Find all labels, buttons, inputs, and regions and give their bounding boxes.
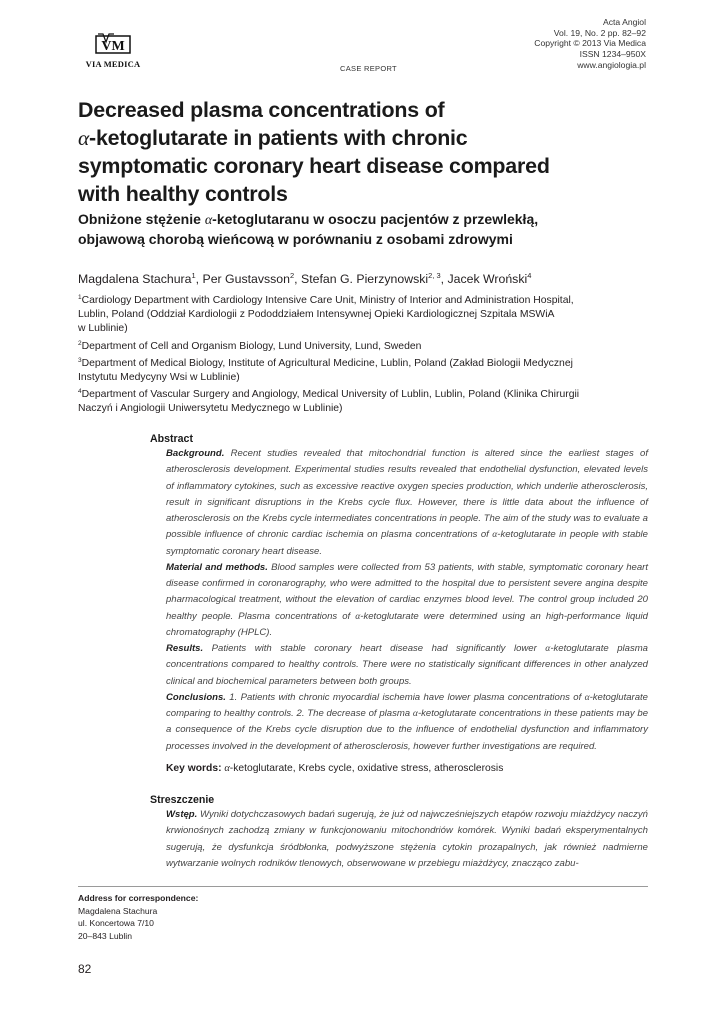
affiliation-item: $^2$Department of Cell and Organism Biology, Lund University, Lund, Sweden xyxy=(78,339,422,352)
journal-website[interactable]: www.angiologia.pl xyxy=(577,59,646,70)
article-type-label: CASE REPORT xyxy=(340,64,397,73)
streszczenie-section xyxy=(150,794,648,872)
logo-letters: VM xyxy=(101,39,125,54)
affiliation-item: $^3$Department of Medical Biology, Institute of Agricultural Medicine, Lublin, Poland (Zakład Biologii Medycznej Instytutu Medycyny Wsi w Lublinie) xyxy=(78,356,573,384)
author-name: Stefan G. Pierzynowski xyxy=(301,272,429,286)
abstract-methods: Material and methods. Blood samples were collected from 53 patients, with stable, symptomatic coronary heart disease confirmed in coronarography, who were admitted to the hospital due to persistent severe angina despite pharmacological treatment, without the elevation of cardiac enzymes blood level. The control group included 20 healthy people. Plasma concentrations of α-ketoglutarate were determined using an high-performance liquid chromatography (HPLC). xyxy=(166,561,648,638)
abstract-section xyxy=(150,433,648,774)
alpha-symbol: α xyxy=(204,213,213,228)
abstract-results: Results. Patients with stable coronary heart disease had significantly lower α-ketoglutarate plasma concentrations compared to healthy controls. There were no statistically significant differences in other analyzed clinical and biochemical parameters between both groups. xyxy=(166,643,648,687)
alpha-symbol: α xyxy=(78,126,90,150)
journal-issn: ISSN 1234–950X xyxy=(579,49,646,60)
journal-volume: Vol. 19, No. 2 pp. 82–92 xyxy=(553,27,646,38)
alpha-symbol: α xyxy=(492,529,498,541)
abstract-background: Background. Recent studies revealed that mitochondrial function is altered since the earliest stages of atherosclerosis development. Experimental studies results revealed that endothelial dysfunction, elevated levels of inflammatory cytokines, such as excessive reactive oxygen species production, which underlie atherosclerosis, result in significant disruptions in the Krebs cycle flux. However, there is little data about the influence of atherosclerosis on the Krebs cycle intermediates concentrations in people. The aim of the study was to evaluate a possible influence of chronic cardiac ischemia on plasma concentrations of α-ketoglutarate in people with stable symptomatic coronary heart disease. xyxy=(166,448,648,557)
keywords-label: Key words: xyxy=(166,762,222,774)
subtitle-line-2: objawową chorobą wieńcową w porównaniu z osobami zdrowymi xyxy=(78,231,513,247)
journal-name: Acta Angiol xyxy=(603,17,646,27)
article-subtitle-polish xyxy=(78,210,638,248)
abstract-conclusions: Conclusions. 1. Patients with chronic myocardial ischemia have lower plasma concentrations of α-ketoglutarate comparing to healthy controls. 2. The decrease of plasma α-ketoglutarate concentrations in these patients may be a consequence of the Krebs cycle disruption due to the influence of endothelial dysfunction and inflammatory processes involved in the development of atherosclerosis, however further investigations are required. xyxy=(166,691,649,752)
affiliation-list xyxy=(78,291,658,417)
correspondence-heading: Address for correspondence: xyxy=(78,893,199,903)
title-line-2: α-ketoglutarate in patients with chronic xyxy=(78,126,468,150)
alpha-symbol: α xyxy=(412,708,418,719)
publisher-logo xyxy=(78,33,148,69)
alpha-symbol: α xyxy=(224,762,230,774)
affiliation-item: $^1$Cardiology Department with Cardiology Intensive Care Unit, Ministry of Interior and Administration Hospital, Lublin, Poland (Oddział Kardiologii z Pododdziałem Intensywnej Opieki Kardiologicznej Szpitala MSWiA w Lublinie) xyxy=(78,294,574,335)
title-line-4: with healthy controls xyxy=(78,182,288,206)
title-line-3: symptomatic coronary heart disease compared xyxy=(78,154,550,178)
via-medica-logo-icon xyxy=(95,33,131,55)
author-name: Magdalena Stachura xyxy=(78,272,192,286)
author-affiliation-ref: 1 xyxy=(191,271,196,280)
author-name: Jacek Wroński xyxy=(447,272,528,286)
keywords-text: -ketoglutarate, Krebs cycle, oxidative stress, atherosclerosis xyxy=(229,762,504,774)
author-name: Per Gustavsson xyxy=(202,272,290,286)
alpha-symbol: α xyxy=(584,691,590,703)
correspondence-address xyxy=(78,892,198,942)
journal-copyright: Copyright © 2013 Via Medica xyxy=(534,38,646,49)
author-list: Magdalena Stachura$^1$, Per Gustavsson$^2$, Stefan G. Pierzynowski$^{2, 3}$, Jacek Wroński$^4$ xyxy=(78,271,532,286)
author-affiliation-ref: 2, 3 xyxy=(428,271,441,280)
keywords xyxy=(166,763,648,774)
alpha-symbol: α xyxy=(355,610,361,622)
page-number: 82 xyxy=(78,962,92,976)
publisher-name: VIA MEDICA xyxy=(85,59,141,69)
subtitle-line-1: Obniżone stężenie α-ketoglutaranu w osoczu pacjentów z przewlekłą, xyxy=(78,211,539,228)
affiliation-item: $^4$Department of Vascular Surgery and Angiology, Medical University of Lublin, Lublin, Poland (Klinika Chirurgii Naczyń i Angiologii Uniwersytetu Medycznego w Lublinie) xyxy=(78,388,580,415)
article-title xyxy=(78,96,638,208)
journal-info xyxy=(534,17,646,71)
title-line-1: Decreased plasma concentrations of xyxy=(78,98,445,122)
streszczenie-heading: Streszczenie xyxy=(150,794,215,806)
footnote-divider xyxy=(78,886,648,887)
abstract-heading: Abstract xyxy=(150,433,193,445)
author-affiliation-ref: 2 xyxy=(289,271,295,280)
correspondence-line: 20–843 Lublin xyxy=(78,930,133,941)
correspondence-line: Magdalena Stachura xyxy=(78,905,158,916)
alpha-symbol: α xyxy=(545,643,551,654)
streszczenie-intro: Wstęp. Wyniki dotychczasowych badań sugerują, że już od najwcześniejszych etapów rozwoju miażdżycy naczyń krwionośnych zachodzą zmiany w funkcjonowaniu mitochondriów komórek. Wyniki badań eksperymentalnych sugerują, że dysfunkcja śródbłonka, podwyższone stężenia cytokin prozapalnych, jak również nadmierne wytwarzanie wolnych rodników tlenowych, obserwowane w przebiegu miażdżycy, znacząco zabu- xyxy=(166,809,648,869)
correspondence-line: ul. Koncertowa 7/10 xyxy=(78,918,154,929)
author-affiliation-ref: 4 xyxy=(527,271,532,280)
